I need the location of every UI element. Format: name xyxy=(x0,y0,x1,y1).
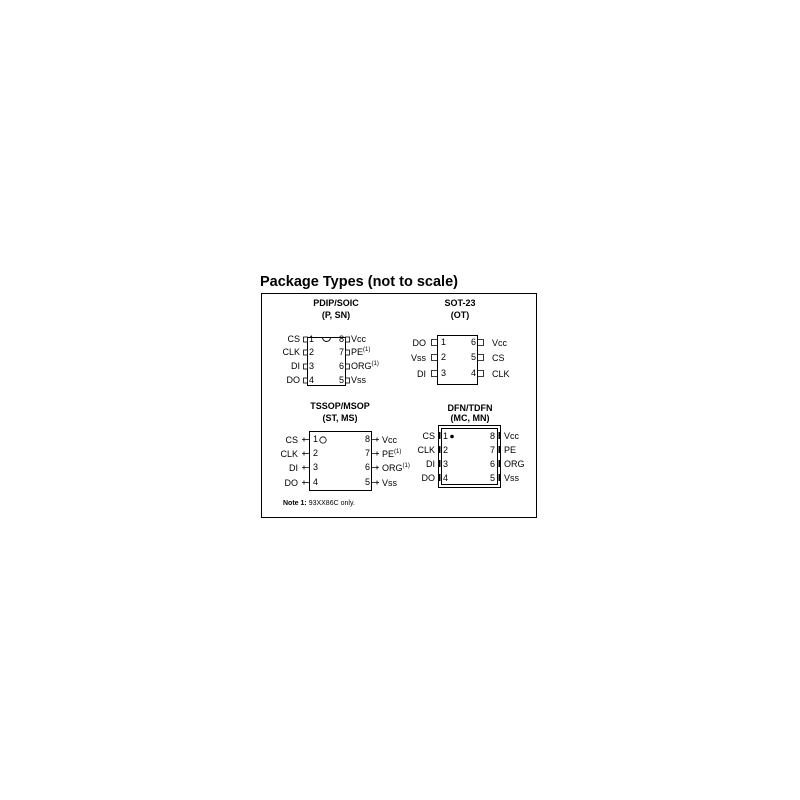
pin-number: 5 xyxy=(471,352,477,362)
pin-number: 1 xyxy=(443,431,449,441)
pin-label: ORG$^{(1)}$ xyxy=(382,463,410,473)
pin-label: Vcc xyxy=(504,431,520,441)
pin-number: 8 xyxy=(490,431,496,441)
pin-number: 8 xyxy=(339,334,345,344)
pin-label: DI xyxy=(291,361,300,371)
package-name: DFN/TDFN xyxy=(447,403,493,413)
pin-number: 7 xyxy=(490,445,496,455)
footnote-label: Note 1: xyxy=(283,500,307,507)
pin-label: CLK xyxy=(417,445,435,455)
pin-label: Vss xyxy=(351,375,367,385)
pin-label: DO xyxy=(284,478,298,488)
pin-number: 4 xyxy=(443,473,449,483)
pin-number: 4 xyxy=(309,375,315,385)
pin-label: CS xyxy=(287,334,300,344)
pin-label: PE xyxy=(504,445,517,455)
pin-label: Vss xyxy=(504,473,520,483)
pin-number: 5 xyxy=(339,375,345,385)
pin-number: 1 xyxy=(441,337,447,347)
pin-number: 3 xyxy=(441,368,447,378)
package-code: (ST, MS) xyxy=(322,413,358,423)
pin-number: 1 xyxy=(313,434,319,444)
pin-label: Vss xyxy=(382,478,398,488)
pin-number: 5 xyxy=(365,477,371,487)
package-code: (OT) xyxy=(450,310,470,320)
pin-number: 6 xyxy=(471,337,477,347)
package-code: (P, SN) xyxy=(321,310,351,320)
pin-number: 4 xyxy=(471,368,477,378)
pin-label: Vss xyxy=(410,353,426,363)
pin-number: 5 xyxy=(490,473,496,483)
pin-label: DO xyxy=(412,338,426,348)
package-name: SOT-23 xyxy=(444,298,476,308)
pin-label: DO xyxy=(421,473,435,483)
pin-label: ORG xyxy=(504,459,525,469)
diagram-title: Package Types (not to scale) xyxy=(260,274,458,290)
pin-number: 3 xyxy=(309,361,315,371)
footnote xyxy=(283,500,355,507)
pin-number: 3 xyxy=(313,462,319,472)
pin-number: 2 xyxy=(313,448,319,458)
pin-label: CLK xyxy=(282,347,300,357)
pin-number: 6 xyxy=(490,459,496,469)
pin-label: CLK xyxy=(280,449,298,459)
pin-label: CLK xyxy=(492,369,510,379)
pin-number: 4 xyxy=(313,477,319,487)
pin-number: 1 xyxy=(309,334,315,344)
pin-label: CS xyxy=(422,431,435,441)
pin-number: 3 xyxy=(443,459,449,469)
pin-label: ORG$^{(1)}$ xyxy=(351,361,379,371)
package-name: TSSOP/MSOP xyxy=(310,401,370,411)
pin-number: 2 xyxy=(441,352,447,362)
pin-label: DI xyxy=(426,459,435,469)
pin-label: Vcc xyxy=(351,334,367,344)
pin-number: 7 xyxy=(339,347,345,357)
pin-number: 6 xyxy=(339,361,345,371)
pin-label: CS xyxy=(285,435,298,445)
package-name: PDIP/SOIC xyxy=(313,298,359,308)
pin-label: CS xyxy=(492,353,505,363)
sot-23-body xyxy=(425,330,495,390)
pin-label: PE$^{(1)}$ xyxy=(382,449,402,459)
pin-label: DI xyxy=(289,463,298,473)
footnote-text: 93XX86C only. xyxy=(308,500,355,507)
package-code: (MC, MN) xyxy=(450,413,490,423)
pin-label: DI xyxy=(417,369,426,379)
pin-number: 6 xyxy=(365,462,371,472)
pin-label: DO xyxy=(286,375,300,385)
pin-number: 7 xyxy=(365,448,371,458)
pin-number: 2 xyxy=(309,347,315,357)
pin-number: 8 xyxy=(365,434,371,444)
pin-label: Vcc xyxy=(492,338,508,348)
pin-label: PE$^{(1)}$ xyxy=(351,347,371,357)
pin-label: Vcc xyxy=(382,435,398,445)
pin-number: 2 xyxy=(443,445,449,455)
